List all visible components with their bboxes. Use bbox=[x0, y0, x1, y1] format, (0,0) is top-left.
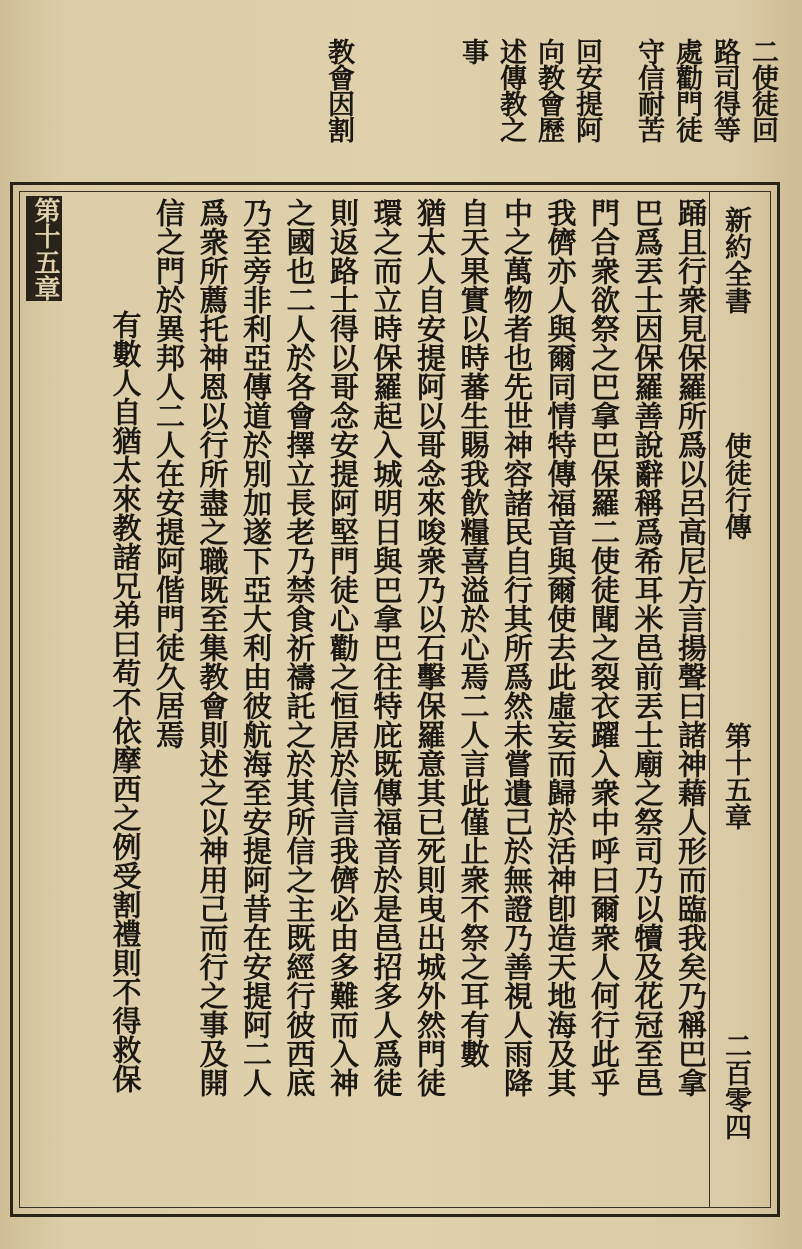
headnote-column: 向教會歷 bbox=[533, 38, 564, 142]
chapter-marker: 第十五章 bbox=[26, 196, 62, 301]
text-frame bbox=[10, 182, 780, 1217]
headnote-column: 回安提阿 bbox=[571, 38, 602, 142]
headnote-spacer bbox=[382, 38, 404, 188]
text-frame-inner bbox=[19, 191, 771, 1208]
headnote-column: 事 bbox=[457, 38, 488, 64]
text-column: 乃至旁非利亞傳道於別加遂下亞大利由彼航海至安提阿昔在安提阿二人 bbox=[239, 198, 273, 1097]
headnote-column: 守信耐苦 bbox=[633, 38, 664, 142]
headnote-spacer bbox=[406, 38, 428, 188]
text-column: 中之萬物者也先世神容諸民自行其所爲然未嘗遺己於無證乃善視人雨降 bbox=[500, 198, 534, 1097]
headnote-column: 處勸門徒 bbox=[671, 38, 702, 142]
headnote-column: 二使徒回 bbox=[747, 38, 778, 142]
text-column: 信之門於異邦人二人在安提阿偕門徒久居焉 bbox=[152, 198, 186, 749]
text-column: 我儕亦人與爾同情特傳福音與爾使去此虛妄而歸於活神卽造天地海及其 bbox=[543, 198, 578, 1097]
book-title: 新約全書 bbox=[720, 206, 751, 314]
headnote-column: 述傳教之 bbox=[495, 38, 526, 142]
chapter-title: 第十五章 bbox=[720, 722, 751, 830]
headnote-spacer bbox=[358, 38, 380, 188]
body-text bbox=[24, 198, 708, 1201]
text-column: 有數人自猶太來教諸兄弟曰苟不依摩西之例受割禮則不得救保 bbox=[108, 310, 143, 1093]
section-title: 使徒行傳 bbox=[720, 432, 751, 540]
headnote-column: 教會因割 bbox=[323, 38, 354, 142]
text-column: 則返路士得以哥念安提阿堅門徒心勸之恒居於信言我儕必由多難而入神 bbox=[326, 198, 360, 1097]
text-column: 踊且行衆見保羅所爲以呂高尼方言揚聲曰諸神藉人形而臨我矣乃稱巴拿 bbox=[674, 198, 708, 1097]
running-header bbox=[709, 192, 770, 1207]
headnotes bbox=[320, 38, 780, 188]
text-column: 門合衆欲祭之巴拿巴保羅二使徒聞之裂衣躍入衆中呼曰爾衆人何行此乎 bbox=[587, 198, 621, 1097]
text-column: 環之而立時保羅起入城明日與巴拿巴往特庇既傳福音於是邑招多人爲徒 bbox=[369, 198, 404, 1097]
page-number: 二百零四 bbox=[720, 1032, 751, 1140]
text-column: 之國也二人於各會擇立長老乃禁食祈禱託之於其所信之主既經行彼西底 bbox=[282, 198, 317, 1097]
headnote-spacer bbox=[606, 38, 628, 188]
text-column: 巴爲丟士因保羅善說辭稱爲希耳米邑前丟士廟之祭司乃以犢及花冠至邑 bbox=[630, 198, 665, 1097]
text-column: 猶太人自安提阿以哥念來唆衆乃以石擊保羅意其已死則曳出城外然門徒 bbox=[413, 198, 447, 1097]
text-column: 自天果實以時蕃生賜我飮糧喜溢於心焉二人言此僅止衆不祭之耳有數 bbox=[456, 198, 491, 1068]
text-column: 爲衆所薦托神恩以行所盡之職既至集教會則述之以神用己而行之事及開 bbox=[195, 198, 230, 1097]
headnote-column: 路司得等 bbox=[709, 38, 740, 142]
headnote-spacer bbox=[430, 38, 452, 188]
